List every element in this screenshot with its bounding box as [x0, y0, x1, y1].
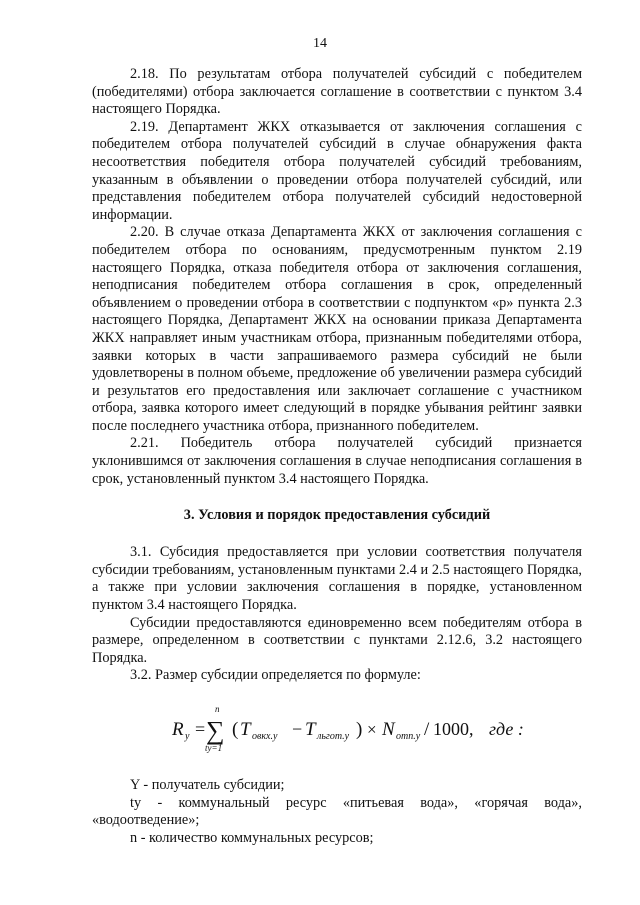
formula-divide: / — [424, 719, 430, 740]
formula-open-paren: ( — [232, 719, 239, 740]
section-heading: 3. Условия и порядок предоставления субсидий — [183, 507, 491, 524]
formula-t1-sub: овкх.у — [252, 731, 278, 742]
page-number: 14 — [313, 36, 327, 51]
paragraph-3-2: 3.2. Размер субсидии определяется по формуле: — [130, 667, 421, 684]
formula-t2: T — [305, 719, 316, 740]
formula-svg — [152, 701, 572, 757]
document-body — [92, 66, 582, 847]
formula-n: N — [382, 719, 395, 740]
definition-ty: ty - коммунальный ресурс «питьевая вода», «горячая вода», «водоотведение»; — [92, 794, 582, 829]
formula-sum-bottom: ty=1 — [205, 743, 223, 753]
paragraph-2-18: 2.18. По результатам отбора получателей субсидий с победителем (победителями) отбора заключается соглашение в соответствии с пунктом 3.4 настоящего Порядка. — [92, 66, 582, 118]
formula-sum-top: n — [215, 704, 220, 714]
paragraph-2-19: 2.19. Департамент ЖКХ отказывается от заключения соглашения с победителем отбора получателей субсидий в случае обнаружения факта несоответствия победителя отбора получателей субсидий требованиям, указанным в объявлении о проведении отбора получателей субсидий, или представления победителем отбора получателей субсидий недостоверной информации. — [92, 118, 582, 223]
formula-n-sub: отп.у — [396, 731, 421, 742]
formula-t2-sub: льгот.у — [317, 731, 350, 742]
formula-divisor: 1000, — [433, 719, 474, 739]
definition-n: n - количество коммунальных ресурсов; — [130, 829, 374, 846]
paragraph-2-21: 2.21. Победитель отбора получателей субсидий признается уклонившимся от заключения соглашения в случае неподписания соглашения в срок, установленный пунктом 3.4 настоящего Порядка. — [92, 435, 582, 487]
formula-minus: − — [292, 719, 303, 739]
formula-lhs: R — [172, 719, 184, 740]
formula-equals: = — [195, 719, 206, 739]
definition-y: Y - получатель субсидии; — [130, 777, 285, 793]
formula-where: где : — [489, 719, 524, 739]
formula-sigma: ∑ — [206, 716, 225, 745]
paragraph-subsidies-lump-sum: Субсидии предоставляются единовременно всем победителям отбора в размере, определенном в соответствии с пунктами 2.12.6, 3.2 настоящего Порядка. — [92, 614, 582, 666]
formula-lhs-sub: y — [185, 731, 190, 742]
paragraph-3-1: 3.1. Субсидия предоставляется при условии соответствия получателя субсидии требованиям, установленным пунктами 2.4 и 2.5 настоящего Порядка, а также при условии заключения соглашения в порядке, установленном пунктом 3.4 настоящего Порядка. — [92, 544, 582, 614]
subsidy-formula — [92, 701, 582, 757]
formula-t1: T — [240, 719, 251, 740]
formula-close-paren: ) — [356, 719, 363, 740]
formula-times: × — [367, 720, 377, 739]
paragraph-2-20: 2.20. В случае отказа Департамента ЖКХ от заключения соглашения с победителем отбора по основаниям, предусмотренным пунктом 2.19 настоящего Порядка, отказа победителя отбора от заключения соглашения, неподписания победителем отбора соглашения в срок, определенный объявлением о проведении отбора в соответствии с подпунктом «р» пункта 2.3 настоящего Порядка, Департамент ЖКХ на основании приказа Департамента ЖКХ направляет иным участникам отбора, признанным победителями отбора, заявки которых в части запрашиваемого размера субсидий не были удовлетворены в полном объеме, предложение об увеличении размера субсидий и результатов его предоставления или заключает соглашение с участником отбора, заявка которого имеет следующий в порядке убывания рейтинг заявки после последнего участника отбора, признанного победителем. — [92, 224, 582, 434]
